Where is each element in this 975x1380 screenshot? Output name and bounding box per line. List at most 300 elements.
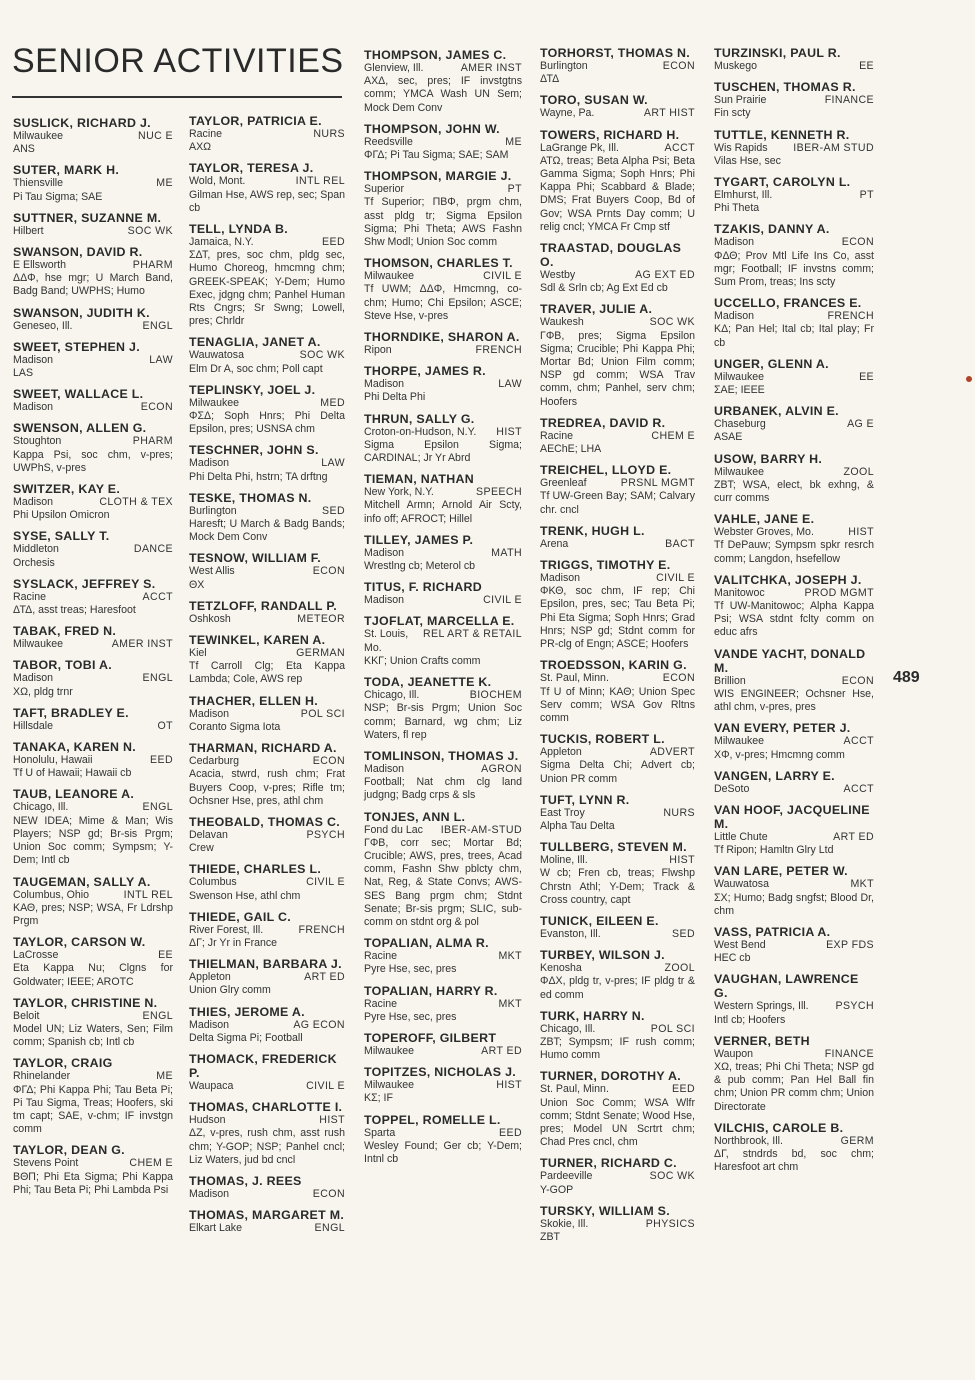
activities-text: NEW IDEA; Mime & Man; Wis Players; NSP gd; Br-sis Prgm; Union Soc comm; Sympsm; Y-Dem; Intl cb [13, 814, 173, 867]
column-2 [189, 114, 345, 1242]
hometown-major-line [364, 378, 522, 391]
hometown: Madison [714, 310, 755, 323]
senior-entry [364, 675, 522, 742]
major: ZOOL [843, 465, 874, 478]
senior-entry [540, 463, 695, 517]
major: SOC WK [649, 1170, 695, 1183]
activities-text: Tf UWM; ΔΔΦ, Hmcmng, co-chm; Humo; Chi Epsilon; ASCE; Steve Hse, v-pres [364, 283, 522, 322]
activities-text: Delta Sigma Pi; Football [189, 1031, 303, 1044]
major: EED [499, 1126, 522, 1139]
hometown: Racine [364, 997, 397, 1010]
major: MKT [498, 950, 522, 963]
major: HIST [496, 425, 522, 438]
activities-text: Acacia, stwrd, rush chm; Frat Buyers Coop, v-pres; Rifle tm; Ochsner Hse, pres, athl chm [189, 768, 345, 807]
hometown-major-line [364, 1127, 522, 1140]
senior-entry [189, 815, 345, 855]
senior-entry [364, 810, 522, 930]
hometown: Madison [364, 594, 405, 607]
senior-name: TODA, JEANETTE K. [364, 675, 492, 690]
activities-text: ΧΩ, treas; Phi Chi Theta; NSP gd & pub comm; Pan Hel Ball fin chm; Union PR comm chm; Union Directorate [714, 1060, 874, 1113]
senior-name: TYGART, CAROLYN L. [714, 175, 851, 190]
activities-text: Alpha Tau Delta [540, 819, 615, 832]
major: METEOR [297, 612, 345, 625]
hometown-major-line [714, 1135, 874, 1148]
major: ECON [662, 672, 695, 685]
activities-text: ΚΑΘ, pres; NSP; WSA, Fr Ldrshp Prgm [13, 901, 173, 927]
senior-entry [540, 93, 695, 120]
activities-text: ΣΔΤ, pres, soc chm, pldg sec, Humo Choreog, hmcmng chm; GREEK-SPEAK; Y-Dem; Humo Exec, jdgng chm; Panhel Human Rts Cngrs; Sr Swng; Lowell, pres; Chrldr [189, 249, 345, 328]
hometown-major-line [714, 142, 874, 155]
senior-entry [364, 533, 522, 573]
senior-name: VAN HOOF, JACQUELINE M. [714, 802, 870, 831]
major: AG ECON [293, 1018, 345, 1031]
hometown: Madison [364, 546, 405, 559]
hometown: New York, N.Y. [364, 486, 434, 499]
hometown-major-line [13, 320, 173, 333]
major: EXP FDS [826, 938, 874, 951]
senior-name: THOMSON, CHARLES T. [364, 256, 513, 271]
hometown: Racine [364, 950, 397, 963]
major: ACCT [843, 735, 874, 748]
senior-name: TREDREA, DAVID R. [540, 415, 666, 430]
activities-text: ASAE [714, 431, 743, 444]
senior-entry [364, 330, 522, 357]
senior-entry [364, 256, 522, 323]
senior-entry [714, 512, 874, 566]
hometown-major-line [364, 486, 522, 499]
major: ENGL [142, 1009, 173, 1022]
hometown: Geneseo, Ill. [13, 319, 73, 332]
hometown-major-line [364, 344, 522, 357]
activities-text: W cb; Fren cb, treas; Flwshp Chrstn Athl; Y-Dem; Track & Cross country, capt [540, 867, 695, 906]
senior-name: USOW, BARRY H. [714, 451, 823, 466]
activities-text: ΒΘΠ; Phi Eta Sigma; Phi Kappa Phi; Tau Beta Pi; Phi Lambda Psi [13, 1170, 173, 1196]
activities-text: ANS [13, 143, 35, 156]
hometown: DeSoto [714, 782, 750, 795]
hometown-major-line [714, 466, 874, 479]
hometown-major-line [189, 1080, 345, 1093]
senior-name: TITUS, F. RICHARD [364, 580, 482, 595]
activities-text: Wesley Found; Ger cb; Y-Dem; Intnl cb [364, 1139, 522, 1165]
column-4 [540, 46, 695, 1251]
major: PROD MGMT [804, 586, 874, 599]
hometown-major-line [540, 142, 695, 155]
major: ZOOL [664, 962, 695, 975]
senior-name: TABAK, FRED N. [13, 624, 117, 639]
hometown-major-line [189, 457, 345, 470]
senior-entry [714, 296, 874, 350]
senior-name: TZAKIS, DANNY A. [714, 222, 830, 237]
hometown: Stevens Point [13, 1157, 79, 1170]
hometown-major-line [13, 259, 173, 272]
senior-name: SUTER, MARK H. [13, 163, 120, 178]
senior-name: VASS, PATRICIA A. [714, 924, 831, 939]
activities-text: Tf Carroll Clg; Eta Kappa Lambda; Cole, AWS rep [189, 660, 345, 686]
column-1 [13, 116, 173, 1204]
senior-name: THORPE, JAMES R. [364, 364, 486, 379]
hometown: Milwaukee [364, 1079, 415, 1092]
hometown: LaCrosse [13, 949, 59, 962]
senior-name: TOPEROFF, GILBERT [364, 1030, 497, 1045]
major: PRSNL MGMT [620, 477, 695, 490]
activities-text: ΣΧ; Humo; Badg sngfst; Blood Dr, chm [714, 891, 874, 917]
hometown-major-line [714, 878, 874, 891]
senior-entry [714, 925, 874, 965]
hometown-major-line [364, 1045, 522, 1058]
major: POL SCI [650, 1022, 695, 1035]
major: CHEM E [129, 1157, 173, 1170]
senior-name: THACHER, ELLEN H. [189, 693, 319, 708]
hometown-major-line [364, 136, 522, 149]
senior-entry [364, 984, 522, 1024]
hometown: Columbus [189, 876, 237, 889]
hometown: Stoughton [13, 435, 62, 448]
senior-name: VILCHIS, CAROLE B. [714, 1120, 844, 1135]
hometown-major-line [13, 130, 173, 143]
activities-text: Kappa Psi, soc chm, v-pres; UWPhS, v-pres [13, 448, 173, 474]
senior-entry [13, 211, 173, 238]
hometown-major-line [540, 928, 695, 941]
activities-text: Tf DePauw; Sympsm spkr resrch comm; Langdon, hsefellow [714, 539, 874, 565]
hometown: Waukesh [540, 316, 584, 329]
major: ENGL [142, 672, 173, 685]
senior-name: TEWINKEL, KAREN A. [189, 633, 326, 648]
major: POL SCI [300, 707, 345, 720]
hometown-major-line [189, 876, 345, 889]
senior-entry [714, 647, 874, 715]
major: EED [150, 754, 173, 767]
hometown: Wauwatosa [189, 349, 244, 362]
major: HIST [848, 526, 874, 539]
hometown: Hudson [189, 1114, 226, 1127]
activities-text: Tf U of Hawaii; Hawaii cb [13, 767, 132, 780]
activities-text: ΔΤΔ [540, 73, 560, 86]
activities-text: Elm Dr A, soc chm; Poll capt [189, 362, 323, 375]
activities-text: Mitchell Armn; Arnold Air Scty, info off; AFROCT; Hillel [364, 499, 522, 525]
major: ME [156, 177, 173, 190]
hometown-major-line [13, 543, 173, 556]
senior-entry [540, 658, 695, 725]
hometown: East Troy [540, 806, 585, 819]
major: INTL REL [295, 175, 345, 188]
senior-name: TOMLINSON, THOMAS J. [364, 748, 519, 763]
hometown-major-line [189, 971, 345, 984]
hometown: Skokie, Ill. [540, 1217, 589, 1230]
hometown-major-line [189, 647, 345, 660]
senior-name: TAYLOR, TERESA J. [189, 161, 314, 176]
hometown: Northbrook, Ill. [714, 1134, 783, 1147]
senior-entry [364, 614, 522, 668]
senior-name: TRENK, HUGH L. [540, 523, 645, 538]
hometown-major-line [189, 1188, 345, 1201]
hometown-major-line [540, 854, 695, 867]
senior-entry [189, 599, 345, 626]
major: NURS [313, 128, 345, 140]
senior-entry [13, 740, 173, 780]
hometown: Madison [540, 572, 581, 585]
activities-text: Tf Superior; ΠΒΦ, prgm chm, asst pldg tr; Sigma Epsilon Sigma; Phi Theta; AWS Fashn Shw Modl; Union Soc comm [364, 196, 522, 249]
senior-entry [13, 529, 173, 569]
hometown: Madison [364, 378, 405, 391]
senior-entry [189, 161, 345, 215]
activities-text: Orchesis [13, 556, 55, 569]
senior-name: TILLEY, JAMES P. [364, 532, 474, 547]
senior-entry [189, 633, 345, 687]
senior-name: TROEDSSON, KARIN G. [540, 658, 687, 673]
senior-entry [13, 1143, 173, 1197]
page-title: SENIOR ACTIVITIES [12, 42, 344, 80]
hometown: Madison [13, 401, 54, 414]
hometown-major-line [189, 829, 345, 842]
activities-text: ΣΑΕ; IEEE [714, 384, 765, 397]
senior-name: TURBEY, WILSON J. [540, 948, 665, 963]
hometown: Sparta [364, 1126, 396, 1139]
hometown: Madison [364, 762, 405, 775]
senior-name: THRUN, SALLY G. [364, 411, 475, 426]
senior-entry [540, 128, 695, 234]
senior-name: TUSCHEN, THOMAS R. [714, 80, 856, 95]
hometown-major-line [714, 189, 874, 202]
major: ECON [312, 565, 345, 578]
hometown-major-line [189, 175, 345, 188]
senior-entry [714, 803, 874, 857]
hometown: Brillion [714, 674, 746, 687]
activities-text: ΖΒΤ; WSA, elect, bk exhng, & curr comms [714, 478, 874, 505]
hometown-major-line [13, 225, 173, 238]
activities-text: ΔΓ; Jr Yr in France [189, 936, 278, 949]
hometown-major-line [364, 62, 522, 75]
activities-text: Haresft; U March & Badg Bands; Mock Dem Conv [189, 518, 345, 544]
senior-entry [714, 404, 874, 444]
senior-name: TURNER, RICHARD C. [540, 1156, 677, 1171]
senior-name: TURSKY, WILLIAM S. [540, 1203, 670, 1218]
activities-text: ΦΓΔ; Phi Kappa Phi; Tau Beta Pi; Pi Tau Sigma, Treas; Hoofers, ski tm capt; SAE, v-chm; IF invstgn comm [13, 1083, 173, 1136]
hometown-major-line [540, 269, 695, 282]
senior-name: TORHORST, THOMAS N. [540, 46, 691, 60]
senior-entry [13, 421, 173, 475]
senior-entry [714, 573, 874, 640]
activities-text: ΖΒΤ [540, 1230, 561, 1243]
hometown-major-line [364, 1079, 522, 1092]
hometown: Madison [714, 236, 755, 249]
activities-text: Coranto Sigma Iota [189, 720, 281, 733]
hometown: Reedsville [364, 135, 413, 148]
senior-entry [540, 732, 695, 786]
senior-name: SWENSON, ALLEN G. [13, 421, 147, 436]
hometown-major-line [540, 672, 695, 685]
hometown: Fond du Lac [364, 823, 423, 836]
hometown-major-line [13, 1010, 173, 1023]
activities-text: ΑΤΩ, treas; Beta Alpha Psi; Beta Gamma Sigma; Soph Hnrs; Phi Kappa Phi; Scabbard & Blade; DMS; Frat Buyers Coop, Bd of Gov; WSA Prnts Day comm; U relig cncl; YMCA Fr Cmp stf [540, 154, 695, 233]
column-3 [364, 48, 522, 1173]
senior-name: TUNICK, EILEEN E. [540, 913, 659, 928]
senior-entry [13, 245, 173, 299]
senior-entry [13, 163, 173, 203]
senior-name: SUTTNER, SUZANNE M. [13, 210, 162, 225]
hometown: Waupaca [189, 1079, 234, 1092]
senior-entry [364, 1031, 522, 1058]
hometown: Chicago, Ill. [364, 689, 420, 702]
activities-text: Model UN; Liz Waters, Sen; Film comm; Spanish cb; Intl cb [13, 1022, 173, 1049]
senior-name: THIEDE, GAIL C. [189, 909, 292, 924]
senior-name: TENAGLIA, JANET A. [189, 335, 321, 350]
major: ART ED [833, 830, 874, 843]
major: MATH [491, 546, 522, 559]
senior-name: SYSE, SALLY T. [13, 529, 110, 544]
hometown-major-line [714, 526, 874, 539]
senior-entry [189, 335, 345, 375]
senior-name: TUFT, LYNN R. [540, 792, 630, 807]
senior-name: TIEMAN, NATHAN [364, 472, 474, 487]
major: ECON [662, 60, 695, 72]
hometown: Chicago, Ill. [540, 1022, 596, 1035]
senior-entry [189, 383, 345, 437]
major: CIVIL E [656, 572, 695, 585]
hometown-major-line [13, 177, 173, 190]
senior-name: URBANEK, ALVIN E. [714, 404, 839, 419]
hometown: Chicago, Ill. [13, 801, 69, 814]
major: IBER-AM-STUD [440, 823, 522, 836]
hometown-major-line [364, 998, 522, 1011]
hometown: Pardeeville [540, 1170, 593, 1183]
hometown-major-line [540, 572, 695, 585]
hometown: Little Chute [714, 830, 768, 843]
major: ACCT [843, 782, 874, 795]
hometown: Chaseburg [714, 418, 766, 431]
hometown-major-line [714, 94, 874, 107]
senior-name: TURK, HARRY N. [540, 1008, 645, 1023]
hometown: Madison [189, 1187, 230, 1200]
senior-entry [13, 306, 173, 333]
senior-name: SWANSON, JUDITH K. [13, 305, 150, 320]
activities-text: Phi Theta [714, 202, 760, 215]
activities-text: ΖΒΤ; Sympsm; IF rush comm; Humo comm [540, 1035, 695, 1062]
senior-entry [13, 624, 173, 651]
activities-text: ΔΓ, stndrds bd, soc chm; Haresfoot art chm [714, 1147, 874, 1174]
hometown-major-line [714, 1000, 874, 1013]
major: CIVIL E [483, 594, 522, 607]
major: ENGL [314, 1222, 345, 1235]
senior-name: TAFT, BRADLEY E. [13, 705, 129, 720]
major: SPEECH [476, 486, 522, 499]
senior-name: TAYLOR, CHRISTINE N. [13, 995, 158, 1010]
senior-name: TUCKIS, ROBERT L. [540, 732, 665, 747]
hometown-major-line [189, 505, 345, 518]
activities-text: ΧΦ, v-pres; Hmcmng comm [714, 748, 845, 761]
hometown-major-line [540, 1083, 695, 1096]
hometown-major-line [189, 1114, 345, 1127]
senior-name: TEPLINSKY, JOEL J. [189, 382, 316, 397]
senior-entry [714, 721, 874, 761]
hometown-major-line [364, 824, 522, 837]
activities-text: ΦΔΧ, pldg tr, v-pres; IF pldg tr & ed comm [540, 975, 695, 1001]
activities-text: ΓΦΒ, corr sec; Mortar Bd; Crucible; AWS, pres, trees, Acad comm, Fashn Shw pblcty chm, Nat, Reg, & State Convs; AWS-SES Bang prgm chm; Stdnt Senate; Br-sis prgm; SLIC, sub-comm on stdnt org & pol [364, 836, 522, 928]
senior-name: TOPITZES, NICHOLAS J. [364, 1065, 517, 1080]
senior-name: TURNER, DOROTHY A. [540, 1069, 682, 1084]
senior-entry [540, 241, 695, 295]
hometown: Superior [364, 183, 405, 196]
hometown: Honolulu, Hawaii [13, 754, 93, 767]
major: HIST [496, 1079, 522, 1092]
major: GERMAN [296, 647, 345, 660]
senior-name: TAYLOR, PATRICIA E. [189, 114, 322, 128]
senior-name: TELL, LYNDA B. [189, 222, 288, 237]
activities-text: WIS ENGINEER; Ochsner Hse, athl chm, v-pres, pres [714, 687, 874, 714]
major: NUC E [138, 130, 173, 142]
senior-name: VANDE YACHT, DONALD M. [714, 646, 866, 675]
hometown: Elkart Lake [189, 1222, 242, 1235]
activities-text: Pyre Hse, sec, pres [364, 1010, 457, 1023]
hometown: Oshkosh [189, 612, 231, 625]
senior-entry [13, 116, 173, 156]
senior-name: THARMAN, RICHARD A. [189, 741, 337, 756]
major: SOC WK [649, 316, 695, 329]
senior-entry [189, 1174, 345, 1201]
senior-name: SWEET, WALLACE L. [13, 387, 144, 402]
major: ME [156, 1070, 173, 1083]
hometown-major-line [540, 1023, 695, 1036]
senior-name: TANAKA, KAREN N. [13, 740, 136, 755]
activities-text: Phi Delta Phi, hstrn; TA drftng [189, 470, 328, 483]
hometown: Glenview, Ill. [364, 62, 424, 74]
senior-name: SWITZER, KAY E. [13, 482, 121, 497]
senior-entry [364, 936, 522, 976]
hometown-major-line [364, 628, 522, 654]
activities-text: Tf Ripon; Hamltn Glry Ltd [714, 844, 834, 857]
hometown: Western Springs, Ill. [714, 1000, 809, 1013]
hometown-major-line [714, 371, 874, 384]
activities-text: LAS [13, 367, 34, 380]
major: PSYCH [835, 1000, 874, 1013]
hometown: Wold, Mont. [189, 175, 246, 188]
activities-text: Sigma Epsilon Sigma; CARDINAL; Jr Yr Abrd [364, 438, 522, 465]
hometown-major-line [13, 1157, 173, 1170]
senior-name: TAYLOR, CARSON W. [13, 935, 146, 950]
senior-entry [714, 769, 874, 796]
activities-text: Pi Tau Sigma; SAE [13, 190, 103, 203]
hometown: River Forest, Ill. [189, 923, 264, 936]
major: OT [157, 719, 173, 732]
hometown: Sun Prairie [714, 94, 767, 107]
senior-entry [189, 694, 345, 734]
hometown: Milwaukee [364, 270, 415, 283]
hometown-major-line [364, 270, 522, 283]
hometown-major-line [189, 755, 345, 768]
hometown-major-line [540, 316, 695, 329]
activities-text: AEChE; LHA [540, 443, 602, 456]
hometown: Beloit [13, 1009, 40, 1022]
activities-text: ΔΔΦ, hse mgr; U March Band, Badg Band; UWPHS; Humo [13, 272, 173, 298]
senior-name: VAHLE, JANE E. [714, 512, 815, 527]
hometown-major-line [714, 587, 874, 600]
hometown: Delavan [189, 828, 228, 841]
senior-name: TAUB, LEANORE A. [13, 787, 135, 802]
major: ART ED [481, 1044, 522, 1057]
hometown-major-line [13, 672, 173, 685]
hometown: Madison [13, 353, 54, 366]
major: SED [322, 504, 345, 517]
hometown-major-line [714, 735, 874, 748]
senior-name: THOMPSON, JOHN W. [364, 121, 500, 136]
hometown: Rhinelander [13, 1070, 71, 1083]
hometown-major-line [540, 962, 695, 975]
senior-entry [714, 80, 874, 120]
hometown: Milwaukee [13, 638, 64, 651]
senior-entry [13, 875, 173, 929]
hometown: Burlington [540, 60, 588, 72]
hometown-major-line [13, 496, 173, 509]
senior-entry [13, 935, 173, 989]
